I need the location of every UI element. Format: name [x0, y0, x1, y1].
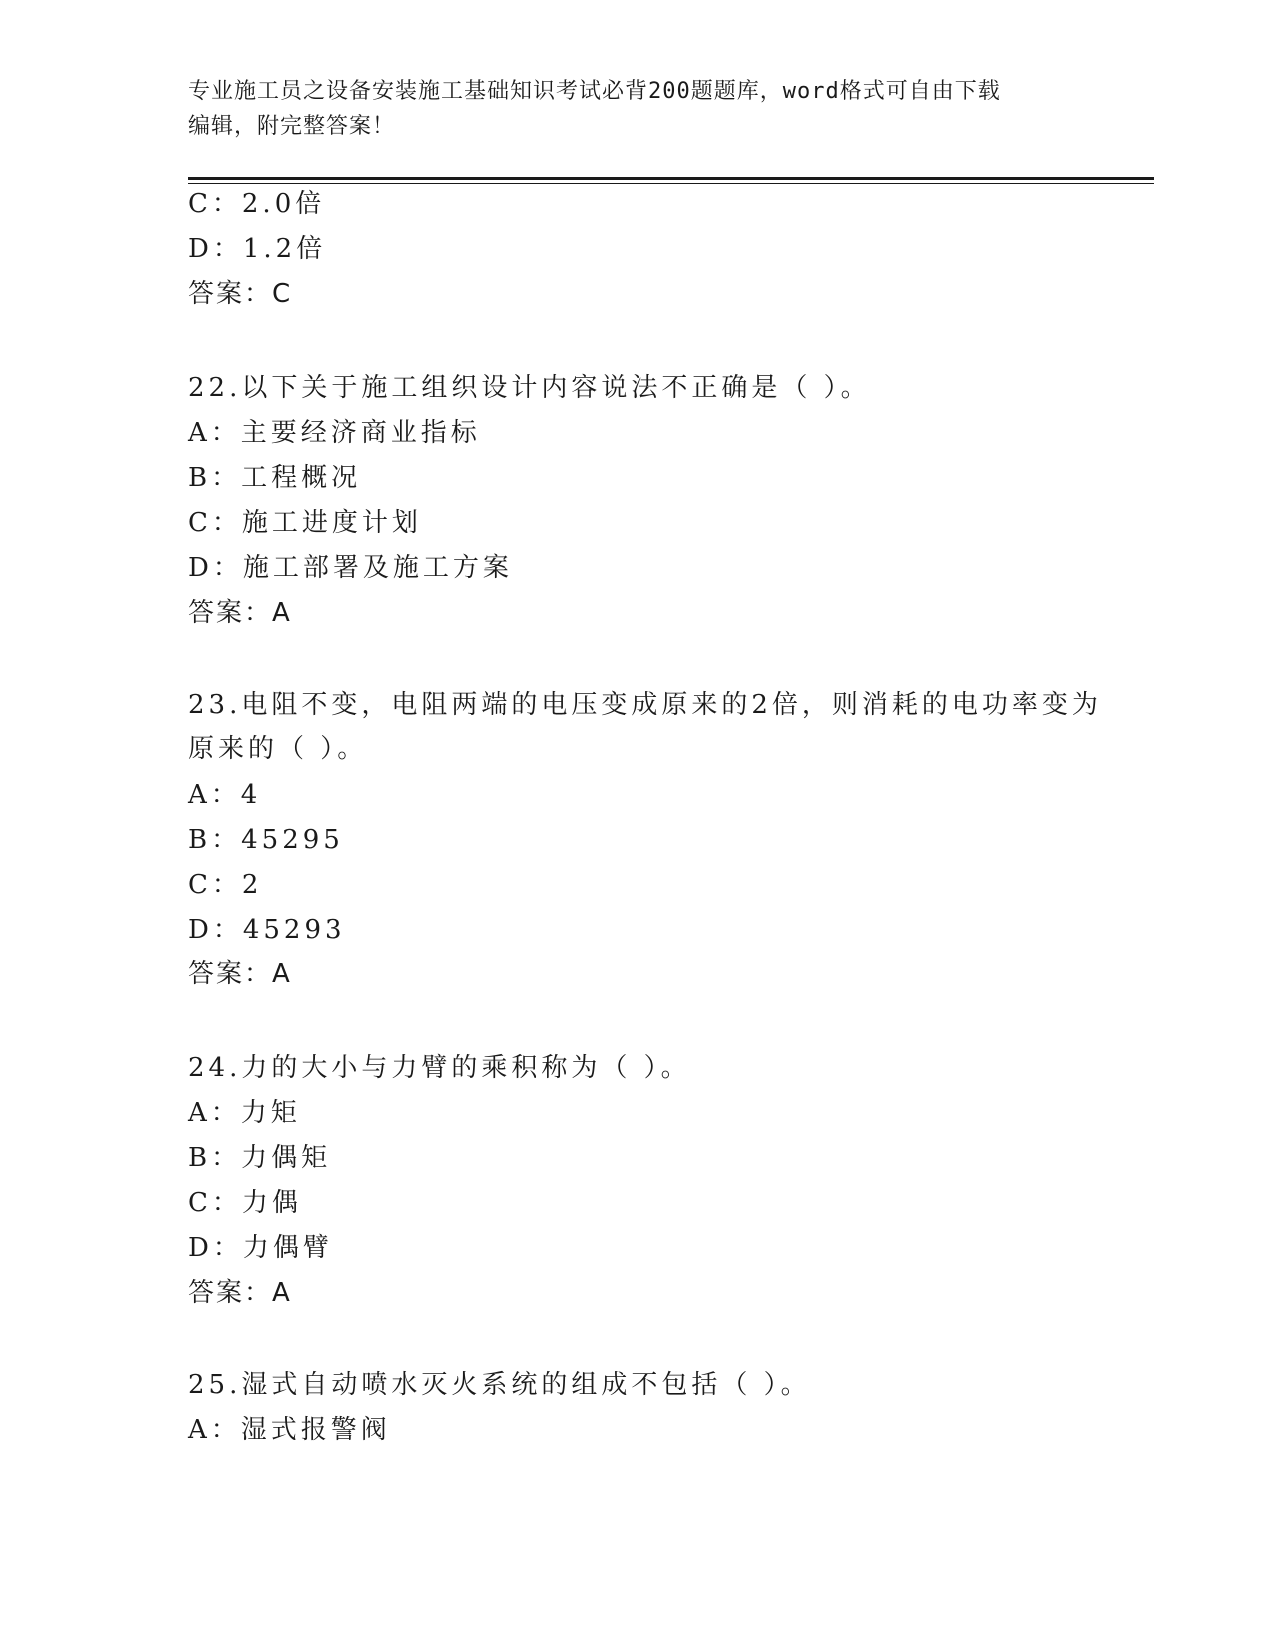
- prev-answer: 答案：C: [188, 279, 293, 309]
- prev-option-d: D：1.2倍: [188, 234, 327, 264]
- page-header: [188, 74, 1088, 144]
- q24-option-a: A：力矩: [188, 1098, 301, 1128]
- q24-option-d: D：力偶臂: [188, 1233, 333, 1263]
- q23-option-b: B：45295: [188, 825, 344, 855]
- q22-option-a: A：主要经济商业指标: [188, 418, 481, 448]
- q24-answer: 答案：A: [188, 1278, 292, 1308]
- q22-option-d: D：施工部署及施工方案: [188, 553, 513, 583]
- q22-answer: 答案：A: [188, 598, 292, 628]
- prev-option-c: C：2.0倍: [188, 189, 326, 219]
- q23-option-c: C：2: [188, 870, 263, 900]
- q23-stem-line-2: 原来的（ ）。: [188, 734, 368, 764]
- q24-option-b: B：力偶矩: [188, 1143, 332, 1173]
- q23-option-a: A：4: [188, 780, 262, 810]
- q22-option-c: C：施工进度计划: [188, 508, 422, 538]
- q25-option-a: A：湿式报警阀: [188, 1415, 391, 1445]
- q22-stem: 22.以下关于施工组织设计内容说法不正确是（ ）。: [188, 373, 871, 403]
- q23-stem-line-1: 23.电阻不变，电阻两端的电压变成原来的2倍，则消耗的电功率变为: [188, 690, 1102, 720]
- header-title-line-1: 专业施工员之设备安装施工基础知识考试必背200题题库，word格式可自由下载: [188, 79, 1001, 104]
- q23-option-d: D：45293: [188, 915, 346, 945]
- header-divider-thick: [188, 177, 1154, 180]
- q22-option-b: B：工程概况: [188, 463, 362, 493]
- header-title-line-2: 编辑，附完整答案！: [188, 114, 396, 139]
- q25-stem: 25.湿式自动喷水灭火系统的组成不包括（ ）。: [188, 1370, 811, 1400]
- header-divider-thin: [188, 183, 1154, 184]
- q24-option-c: C：力偶: [188, 1188, 302, 1218]
- q23-answer: 答案：A: [188, 959, 292, 989]
- q24-stem: 24.力的大小与力臂的乘积称为（ ）。: [188, 1053, 691, 1083]
